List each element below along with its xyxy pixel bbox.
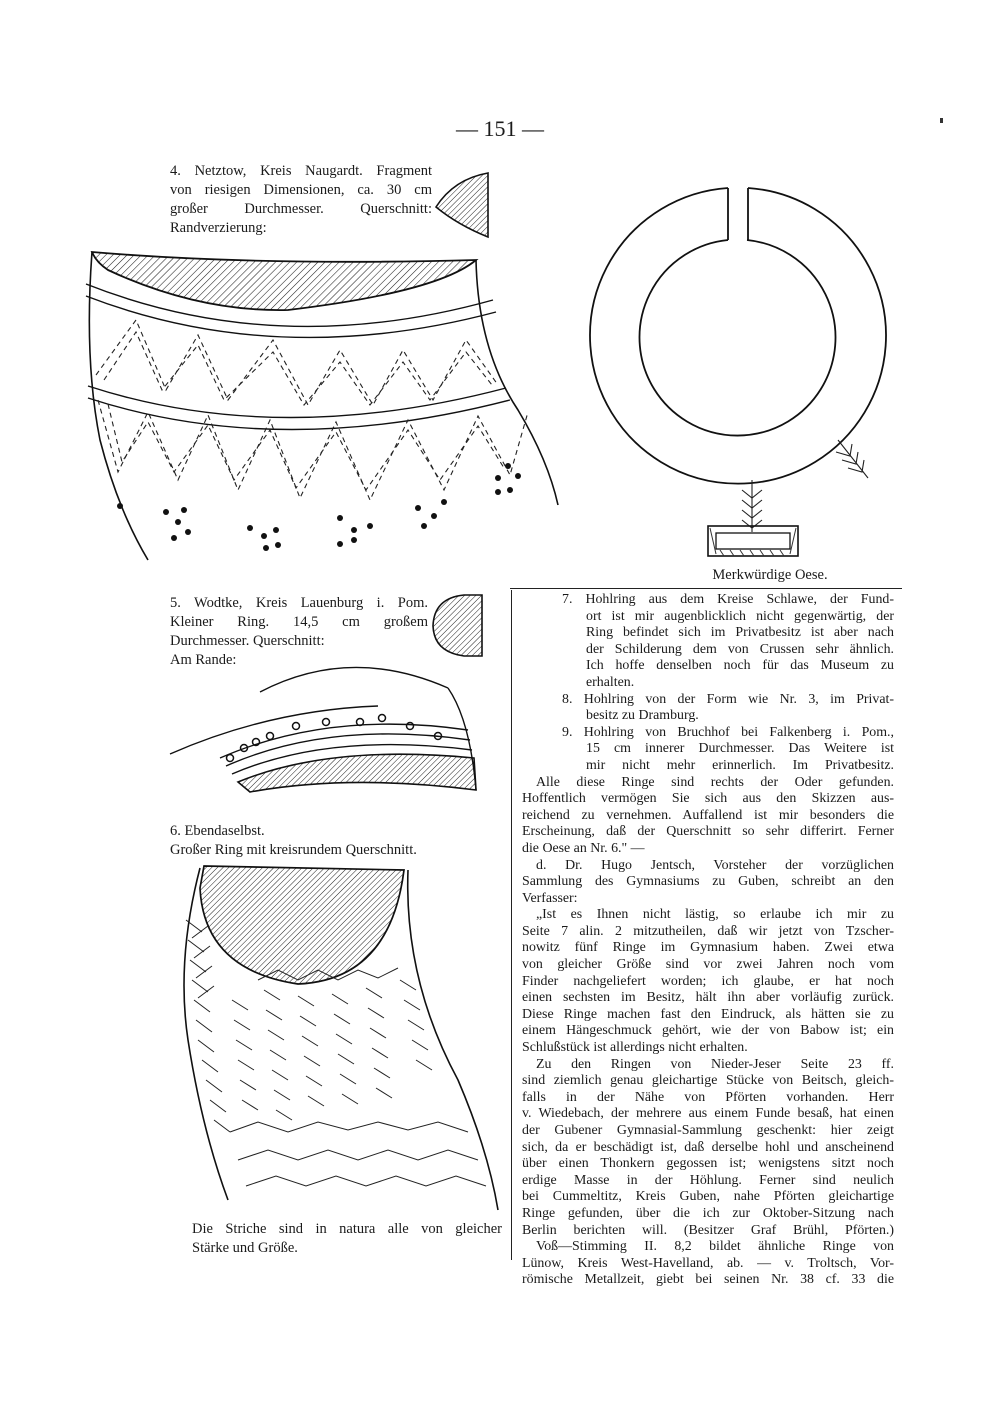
body-text-line: mir nicht mehr erinnerlich. Im Privatbesitz. <box>586 757 894 773</box>
body-text-line: Berlin berichten will. (Besitzer Graf Brühl, Pförten.) <box>522 1222 894 1238</box>
body-text-line: der Schilderung dem von Crussen sehr ähnlich. <box>586 641 894 657</box>
body-text-line: Finder nachgeliefert worden; ich glaube, er hat noch <box>522 973 894 989</box>
body-text-line: erhalten. <box>586 674 635 690</box>
body-text <box>522 592 894 1289</box>
body-text-line: 15 cm innerer Durchmesser. Das Weitere ist <box>586 741 894 757</box>
body-text-line: Seite 7 alin. 2 mitzutheilen, daß wir jetzt von Tzscher- <box>522 923 894 939</box>
body-text-line: von gleicher Größe sind vor zwei Jahren noch vom <box>522 957 894 973</box>
body-text-line: Sammlung des Gymnasiums zu Guben, schreibt an den <box>522 874 894 890</box>
body-text-line: erdige Masse in der Höhlung. Ferner sind neulich <box>522 1172 894 1188</box>
figure6-caption-line: Großer Ring mit kreisrundem Querschnitt. <box>170 842 417 858</box>
figure5-drawing <box>150 650 490 800</box>
column-rule <box>511 590 512 1260</box>
body-text-line: römische Metallzeit, giebt bei seinen Nr. 38 cf. 33 die <box>522 1272 894 1288</box>
figure4-caption <box>170 162 432 238</box>
separator-rule <box>510 588 902 589</box>
body-text-line: Ring befindet sich im Privatbesitz ist aber nach <box>586 625 894 641</box>
figure6-caption <box>170 822 480 860</box>
body-text-line: 8. Hohlring von der Form wie Nr. 3, im Privat- <box>562 691 894 707</box>
figure6-caption-line: 6. Ebendaselbst. <box>170 823 265 839</box>
body-text-line: 7. Hohlring aus dem Kreise Schlawe, der Fund- <box>562 592 894 607</box>
body-text-line: v. Wiedebach, der mehrere aus einem Funde besaß, hat einen <box>522 1106 894 1122</box>
body-text-line: Zu den Ringen von Nieder-Jeser Seite 23 ff. <box>536 1056 894 1072</box>
body-text-line: reichend zu vernehmen. Auffallend ist mir besonders die <box>522 807 894 823</box>
figure4-caption-line: 4. Netztow, Kreis Naugardt. Fragment <box>170 163 432 179</box>
body-text-line: nowitz fünf Ringe im Gymnasium haben. Zwei etwa <box>522 940 894 956</box>
figure4-caption-line: Randverzierung: <box>170 220 267 236</box>
body-text-line: Ich hoffe denselben noch für das Museum zu <box>586 658 894 674</box>
ring-figure <box>570 150 900 570</box>
figure5-caption-line: Am Rande: <box>170 652 237 668</box>
body-text-line: einem Hängeschmuck gehört, wie der von Babow ist; ein <box>522 1023 894 1039</box>
body-text-line: ort ist mir augenblicklich nicht gegenwärtig, der <box>586 608 894 624</box>
body-text-line: Diese Ringe machen fast den Eindruck, als hätten sie zu <box>522 1006 894 1022</box>
body-text-line: 9. Hohlring von Bruchhof bei Falkenberg i. Pom., <box>562 724 894 740</box>
body-text-line: Lünow, Kreis West-Havelland, ab. — v. Troltsch, Vor- <box>522 1255 894 1271</box>
figure6-note <box>192 1220 502 1258</box>
body-text-line: besitz zu Dramburg. <box>586 708 699 724</box>
figure6-note-line: Stärke und Größe. <box>192 1240 298 1256</box>
body-text-line: bei Cummeltitz, Kreis Guben, nahe Pförten gleichartige <box>522 1189 894 1205</box>
figure4-drawing <box>78 240 578 570</box>
figure4-caption-line: großer Durchmesser. Querschnitt: <box>170 201 432 217</box>
body-text-line: falls in der Nähe von Pförten vorhanden. Herr <box>522 1089 894 1105</box>
figure6-note-line: Die Striche sind in natura alle von gleicher <box>192 1221 502 1237</box>
page-number: — 151 — <box>456 116 544 141</box>
body-text-line: über einen Thonkern gegossen ist; wenigstens sitzt noch <box>522 1156 894 1172</box>
body-text-line: einen sechsten im Besitz, hält ihn aber vorläufig zurück. <box>522 990 894 1006</box>
body-text-line: d. Dr. Hugo Jentsch, Vorsteher der vorzüglichen <box>536 857 894 873</box>
body-text-line: Voß—Stimming II. 8,2 bildet ähnliche Ringe von <box>536 1239 894 1255</box>
body-text-line: „Ist es Ihnen nicht lästig, so erlaube ich mir zu <box>536 907 894 923</box>
figure5-caption-line: Kleiner Ring. 14,5 cm großem <box>170 614 428 630</box>
figure5-caption-line: Durchmesser. Querschnitt: <box>170 633 325 649</box>
figure5-caption-line: 5. Wodtke, Kreis Lauenburg i. Pom. <box>170 595 428 611</box>
margin-mark <box>940 118 943 123</box>
body-text-line: Verfasser: <box>522 890 578 906</box>
body-text-line: Schlußstück ist allerdings nicht erhalten. <box>522 1040 748 1056</box>
body-text-line: Ringe gefunden, über die ich zur Oktober-Sitzung nach <box>522 1205 894 1221</box>
ring-figure-caption: Merkwürdige Oese. <box>712 567 828 583</box>
body-text-line: sich, da er beschädigt ist, daß derselbe hohl und anscheinend <box>522 1139 894 1155</box>
figure4-caption-line: von riesigen Dimensionen, ca. 30 cm <box>170 182 432 198</box>
body-text-line: Alle diese Ringe sind rechts der Oder gefunden. <box>536 774 894 790</box>
body-text-line: Hoffentlich vermögen Sie sich aus den Skizzen aus- <box>522 791 894 807</box>
body-text-line: Erscheinung, daß der Querschnitt so sehr differirt. Ferner <box>522 824 894 840</box>
body-text-line: der Gubener Gymnasial-Sammlung geschenkt: hier zeigt <box>522 1123 894 1138</box>
body-text-line: sind ziemlich genau gleichartige Stücke von Beitsch, gleich- <box>522 1073 894 1089</box>
body-text-line: die Oese an Nr. 6." — <box>522 840 645 856</box>
figure4-cross-section <box>430 165 500 240</box>
figure6-drawing <box>168 860 508 1220</box>
